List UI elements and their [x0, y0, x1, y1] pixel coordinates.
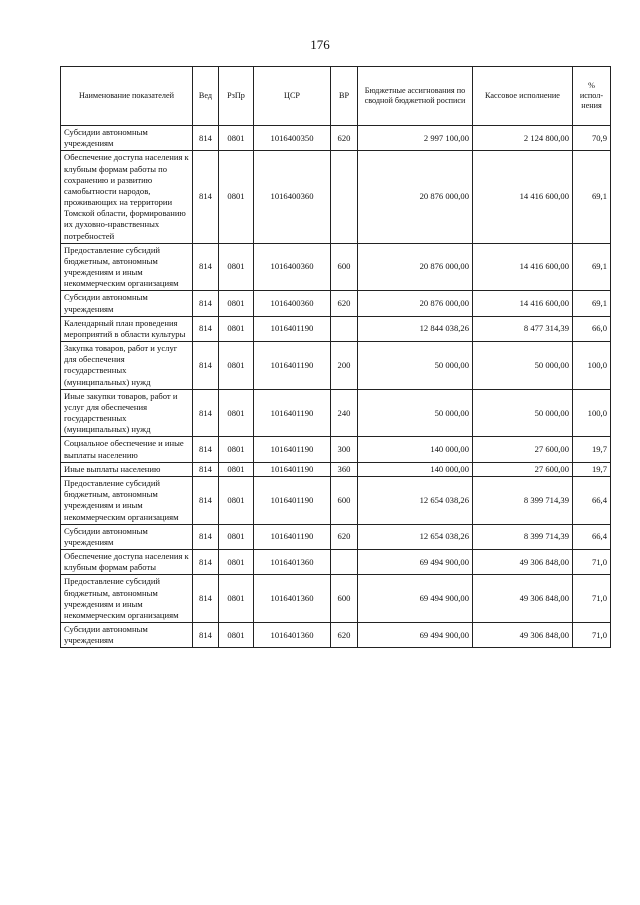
cell-rzpr: 0801	[219, 437, 254, 462]
cell-cash: 14 416 600,00	[473, 151, 573, 243]
cell-budget: 12 654 038,26	[358, 476, 473, 524]
cell-cash: 49 306 848,00	[473, 575, 573, 623]
cell-rzpr: 0801	[219, 389, 254, 437]
cell-ved: 814	[193, 243, 219, 291]
cell-pct: 70,9	[573, 126, 611, 151]
cell-ved: 814	[193, 524, 219, 549]
cell-csr: 1016401190	[254, 524, 331, 549]
cell-csr: 1016400360	[254, 243, 331, 291]
header-rzpr: РзПр	[219, 67, 254, 126]
cell-rzpr: 0801	[219, 342, 254, 390]
cell-vr: 620	[331, 291, 358, 316]
cell-pct: 69,1	[573, 243, 611, 291]
cell-csr: 1016401190	[254, 342, 331, 390]
table-row	[61, 126, 611, 151]
cell-csr: 1016401360	[254, 550, 331, 575]
cell-name: Календарный план проведения мероприятий в области культуры	[61, 316, 193, 341]
cell-rzpr: 0801	[219, 291, 254, 316]
cell-budget: 69 494 900,00	[358, 575, 473, 623]
cell-vr: 600	[331, 243, 358, 291]
cell-name: Обеспечение доступа населения к клубным формам работы по сохранению и развитию самобытности народов, проживающих на территории Томской области, формированию их духовно-нравственных потребностей	[61, 151, 193, 243]
cell-ved: 814	[193, 342, 219, 390]
cell-vr: 240	[331, 389, 358, 437]
cell-cash: 8 399 714,39	[473, 476, 573, 524]
cell-name: Предоставление субсидий бюджетным, автономным учреждениям и иным некоммерческим организациям	[61, 575, 193, 623]
cell-cash: 49 306 848,00	[473, 623, 573, 648]
cell-ved: 814	[193, 437, 219, 462]
cell-budget: 20 876 000,00	[358, 151, 473, 243]
cell-budget: 12 654 038,26	[358, 524, 473, 549]
cell-pct: 19,7	[573, 437, 611, 462]
cell-ved: 814	[193, 389, 219, 437]
cell-csr: 1016401190	[254, 476, 331, 524]
cell-pct: 69,1	[573, 291, 611, 316]
cell-vr: 200	[331, 342, 358, 390]
cell-budget: 20 876 000,00	[358, 291, 473, 316]
cell-cash: 27 600,00	[473, 437, 573, 462]
table-row	[61, 389, 611, 437]
table-row	[61, 243, 611, 291]
table-row	[61, 316, 611, 341]
cell-pct: 71,0	[573, 623, 611, 648]
cell-csr: 1016400360	[254, 291, 331, 316]
cell-budget: 140 000,00	[358, 437, 473, 462]
cell-cash: 14 416 600,00	[473, 243, 573, 291]
cell-cash: 8 399 714,39	[473, 524, 573, 549]
cell-pct: 66,4	[573, 476, 611, 524]
cell-csr: 1016401190	[254, 462, 331, 476]
cell-budget: 50 000,00	[358, 389, 473, 437]
cell-name: Предоставление субсидий бюджетным, автономным учреждениям и иным некоммерческим организациям	[61, 476, 193, 524]
cell-vr: 620	[331, 623, 358, 648]
cell-vr	[331, 316, 358, 341]
cell-rzpr: 0801	[219, 550, 254, 575]
cell-pct: 71,0	[573, 575, 611, 623]
cell-name: Социальное обеспечение и иные выплаты населению	[61, 437, 193, 462]
table-row	[61, 462, 611, 476]
cell-ved: 814	[193, 462, 219, 476]
table-row	[61, 524, 611, 549]
page-number: 176	[310, 37, 330, 52]
cell-name: Субсидии автономным учреждениям	[61, 623, 193, 648]
cell-budget: 12 844 038,26	[358, 316, 473, 341]
table-row	[61, 291, 611, 316]
cell-cash: 50 000,00	[473, 342, 573, 390]
cell-pct: 69,1	[573, 151, 611, 243]
cell-rzpr: 0801	[219, 126, 254, 151]
cell-vr: 600	[331, 575, 358, 623]
table-row	[61, 151, 611, 243]
header-vr: ВР	[331, 67, 358, 126]
table-body	[61, 126, 611, 648]
header-pct: % испол-нения	[573, 67, 611, 126]
cell-ved: 814	[193, 126, 219, 151]
header-ved: Вед	[193, 67, 219, 126]
cell-rzpr: 0801	[219, 243, 254, 291]
cell-pct: 71,0	[573, 550, 611, 575]
cell-cash: 2 124 800,00	[473, 126, 573, 151]
cell-cash: 27 600,00	[473, 462, 573, 476]
cell-cash: 50 000,00	[473, 389, 573, 437]
cell-vr: 300	[331, 437, 358, 462]
cell-vr: 620	[331, 524, 358, 549]
cell-pct: 100,0	[573, 342, 611, 390]
cell-pct: 100,0	[573, 389, 611, 437]
budget-execution-table	[60, 66, 611, 648]
table-row	[61, 623, 611, 648]
header-budget: Бюджетные ассигнования по сводной бюджетной росписи	[358, 67, 473, 126]
table-row	[61, 342, 611, 390]
cell-ved: 814	[193, 291, 219, 316]
cell-budget: 2 997 100,00	[358, 126, 473, 151]
cell-rzpr: 0801	[219, 623, 254, 648]
cell-csr: 1016401190	[254, 316, 331, 341]
cell-budget: 69 494 900,00	[358, 623, 473, 648]
cell-ved: 814	[193, 550, 219, 575]
cell-ved: 814	[193, 316, 219, 341]
cell-cash: 14 416 600,00	[473, 291, 573, 316]
cell-name: Предоставление субсидий бюджетным, автономным учреждениям и иным некоммерческим организациям	[61, 243, 193, 291]
cell-rzpr: 0801	[219, 462, 254, 476]
cell-csr: 1016401360	[254, 575, 331, 623]
cell-rzpr: 0801	[219, 524, 254, 549]
cell-name: Субсидии автономным учреждениям	[61, 126, 193, 151]
cell-csr: 1016401190	[254, 389, 331, 437]
cell-ved: 814	[193, 575, 219, 623]
cell-vr	[331, 151, 358, 243]
cell-name: Обеспечение доступа населения к клубным формам работы	[61, 550, 193, 575]
cell-pct: 66,4	[573, 524, 611, 549]
cell-csr: 1016400360	[254, 151, 331, 243]
cell-rzpr: 0801	[219, 476, 254, 524]
cell-csr: 1016401360	[254, 623, 331, 648]
header-csr: ЦСР	[254, 67, 331, 126]
cell-budget: 20 876 000,00	[358, 243, 473, 291]
cell-name: Иные закупки товаров, работ и услуг для обеспечения государственных (муниципальных) нужд	[61, 389, 193, 437]
cell-pct: 19,7	[573, 462, 611, 476]
cell-name: Иные выплаты населению	[61, 462, 193, 476]
header-name: Наименование показателей	[61, 67, 193, 126]
cell-vr: 620	[331, 126, 358, 151]
table-row	[61, 476, 611, 524]
table-row	[61, 550, 611, 575]
cell-csr: 1016400350	[254, 126, 331, 151]
cell-name: Субсидии автономным учреждениям	[61, 524, 193, 549]
cell-name: Субсидии автономным учреждениям	[61, 291, 193, 316]
cell-vr	[331, 550, 358, 575]
cell-budget: 69 494 900,00	[358, 550, 473, 575]
table-row	[61, 575, 611, 623]
cell-pct: 66,0	[573, 316, 611, 341]
cell-rzpr: 0801	[219, 316, 254, 341]
cell-vr: 600	[331, 476, 358, 524]
cell-budget: 50 000,00	[358, 342, 473, 390]
cell-ved: 814	[193, 151, 219, 243]
cell-name: Закупка товаров, работ и услуг для обеспечения государственных (муниципальных) нужд	[61, 342, 193, 390]
cell-ved: 814	[193, 623, 219, 648]
cell-cash: 8 477 314,39	[473, 316, 573, 341]
cell-rzpr: 0801	[219, 575, 254, 623]
cell-cash: 49 306 848,00	[473, 550, 573, 575]
cell-csr: 1016401190	[254, 437, 331, 462]
table-header-row	[61, 67, 611, 126]
cell-ved: 814	[193, 476, 219, 524]
cell-budget: 140 000,00	[358, 462, 473, 476]
cell-vr: 360	[331, 462, 358, 476]
cell-rzpr: 0801	[219, 151, 254, 243]
header-cash: Кассовое исполнение	[473, 67, 573, 126]
table-row	[61, 437, 611, 462]
